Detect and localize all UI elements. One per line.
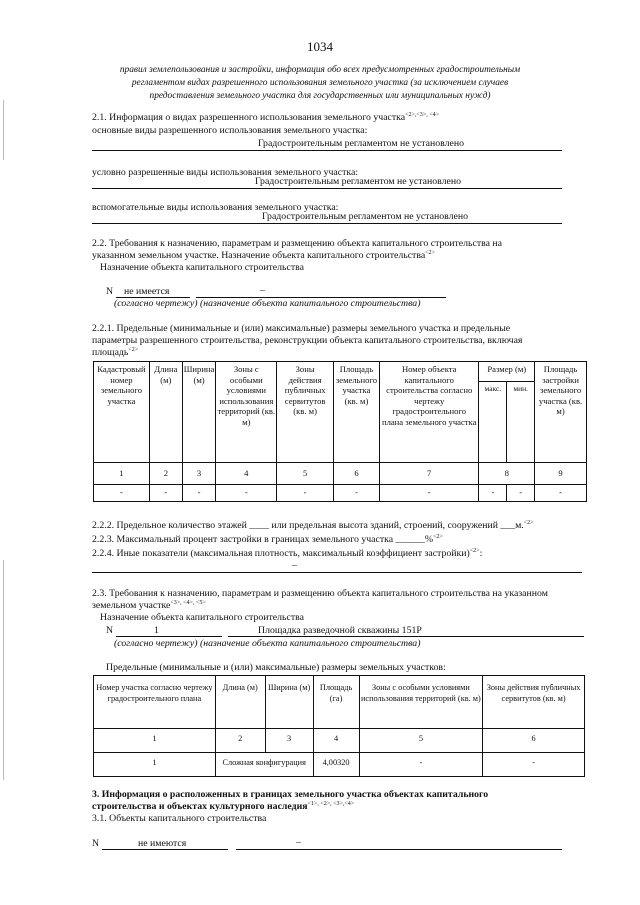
table-cell: - (333, 485, 379, 502)
table-cell: - (479, 485, 507, 502)
table-cell: - (182, 485, 216, 502)
table-cell: - (216, 485, 277, 502)
header-width: Ширина (м) (182, 362, 216, 463)
section-2-2-1-line-3: площадь$^{<2>}$ (92, 347, 139, 358)
header-object-number: Номер объекта капитального строительства согласно чертежу градостроительного плана земельного участка (379, 362, 479, 463)
subheader-max: макс. (479, 381, 507, 462)
n-line-2 (116, 636, 222, 637)
table-cell: 5 (359, 729, 483, 753)
section-2-2-1-line-1: 2.2.1. Предельные (минимальные и (или) максимальные) размеры земельного участка и предельные (92, 323, 511, 334)
main-uses-line (92, 150, 562, 151)
auxiliary-uses-value: Градостроительным регламентом не установлено (262, 211, 469, 222)
subheader-min: мин. (507, 381, 535, 462)
header-area-ha: Площадь (га) (313, 676, 359, 729)
header-special-zones: Зоны с особыми условиями использования территорий (кв. м) (216, 362, 277, 463)
section-2-3-line-1: 2.3. Требования к назначению, параметрам и размещению объекта капитального строительства на указанном (92, 588, 548, 599)
table-cell: 9 (535, 463, 587, 485)
purpose-line-3 (236, 849, 562, 850)
section-2-3-line-3: Назначение объекта капитального строительства (100, 612, 304, 623)
purpose-dash-3: – (296, 837, 301, 848)
parameters-table (93, 361, 587, 502)
table-cell: 1 (94, 463, 150, 485)
section-2-2-4-line (92, 572, 582, 573)
n-value: не имеется (124, 286, 170, 297)
n-caption-2: (согласно чертежу) (назначение объекта капитального строительства) (114, 638, 421, 649)
table-cell: 3 (182, 463, 216, 485)
section-3-line-2: строительства и объектах культурного наследия$^{<1>, <2>, <3>,<4>}$ (92, 801, 355, 812)
table-cell: - (379, 485, 479, 502)
n-caption: (согласно чертежу) (назначение объекта капитального строительства) (114, 298, 421, 309)
n-label: N (106, 286, 114, 297)
section-2-3-line-2: земельном участке$^{<3>, <4>, <5>}$ (92, 600, 206, 611)
main-uses-label: основные виды разрешенного использования земельного участка: (92, 125, 368, 136)
n-label-2: N (106, 625, 114, 636)
intro-line-3: предоставления земельного участка для государственных или муниципальных нужд) (149, 91, 491, 101)
header-built-area: Площадь застройки земельного участка (кв. м) (535, 362, 587, 463)
header-size: Размер (м) (479, 362, 535, 382)
table-cell: 2 (149, 463, 182, 485)
table-cell: 4 (216, 463, 277, 485)
table-number-row (94, 729, 585, 753)
conditional-uses-label: условно разрешенные виды использования земельного участка: (92, 167, 359, 178)
table-header-row (94, 362, 587, 382)
table-cell: - (483, 753, 585, 777)
header-cadastral: Кадастровый номер земельного участка (94, 362, 150, 463)
table-cell: - (507, 485, 535, 502)
section-2-2-4-dash: – (292, 560, 297, 571)
header-special-zones: Зоны с особыми условиями использования территорий (кв. м) (359, 676, 483, 729)
table-cell: 6 (483, 729, 585, 753)
purpose-dash: – (260, 285, 265, 296)
conditional-uses-value: Градостроительным регламентом не установлено (255, 176, 462, 187)
header-servitudes: Зоны действия публичных сервитутов (кв. м) (483, 676, 585, 729)
intro-line-2: регламентом видах разрешенного использования земельного участка (за исключением случаев (131, 78, 509, 88)
section-2-2-line-2: указанном земельном участке. Назначение объекта капитального строительства$^{<2>}$ (92, 250, 435, 261)
header-servitudes: Зоны действия публичных сервитутов (кв. м) (277, 362, 334, 463)
conditional-uses-line (92, 188, 562, 189)
scan-edge (3, 100, 4, 160)
page-number: 1034 (307, 39, 333, 54)
table-cell: 5 (277, 463, 334, 485)
table-cell: 3 (265, 729, 313, 753)
header-length: Длина (м) (215, 676, 265, 729)
table-header-row (94, 676, 585, 729)
table-cell: - (277, 485, 334, 502)
section-2-1-heading: 2.1. Информация о видах разрешенного использования земельного участка$^{<2>,<3>, <4>}$ (92, 112, 439, 123)
auxiliary-uses-line (92, 223, 562, 224)
table-cell: 6 (333, 463, 379, 485)
table-cell: Сложная конфигурация (215, 753, 313, 777)
plot-sizes-table (93, 675, 585, 777)
intro-line-1: правил землепользования и застройки, информация обо всех предусмотренных градостроительным (119, 65, 521, 75)
scan-edge (3, 560, 4, 780)
n-number-2: 1 (154, 625, 159, 636)
table-row (94, 753, 585, 777)
table-cell: - (535, 485, 587, 502)
table-cell: 1 (94, 729, 216, 753)
table-number-row (94, 463, 587, 485)
section-3-1: 3.1. Объекты капитального строительства (92, 813, 267, 824)
table-cell: - (149, 485, 182, 502)
table-cell: 4 (313, 729, 359, 753)
n-value-3: не имеются (138, 838, 187, 849)
section-2-2-2: 2.2.2. Предельное количество этажей ____ или предельная высота зданий, строений, сооружений ___м.$^{<2>}$ (92, 520, 534, 531)
section-2-2-line-3: Назначение объекта капитального строительства (100, 262, 304, 273)
header-plot-number: Номер участка согласно чертежу градостроительного плана (94, 676, 216, 729)
table-cell: - (94, 485, 150, 502)
main-uses-value: Градостроительным регламентом не установлено (258, 138, 465, 149)
header-length: Длина (м) (149, 362, 182, 463)
header-area: Площадь земельного участка (кв. м) (333, 362, 379, 463)
section-3-line-1: 3. Информация о расположенных в границах земельного участка объектах капитального (92, 789, 489, 800)
table-cell: - (359, 753, 483, 777)
table-cell: 7 (379, 463, 479, 485)
auxiliary-uses-label: вспомогательные виды использования земельного участка: (92, 202, 339, 213)
section-2-2-4: 2.2.4. Иные показатели (максимальная плотность, максимальный коэффициент застройки)$^{<2>}$: (92, 548, 483, 559)
plot-limits-caption: Предельные (минимальные и (или) максимальные) размеры земельных участков: (106, 662, 446, 673)
table-cell: 4,00320 (313, 753, 359, 777)
table-row (94, 485, 587, 502)
section-2-2-3: 2.2.3. Максимальный процент застройки в границах земельного участка ______%$^{<2>}$ (92, 534, 443, 545)
section-2-2-line-1: 2.2. Требования к назначению, параметрам и размещению объекта капитального строительства на (92, 238, 503, 249)
table-cell: 1 (94, 753, 216, 777)
purpose-value-2: Площадка разведочной скважины 151Р (258, 625, 422, 636)
n-label-3: N (92, 838, 100, 849)
header-width: Ширина (м) (265, 676, 313, 729)
section-2-2-1-line-2: параметры разрешенного строительства, реконструкции объекта капитального строительства, включая (92, 335, 523, 346)
table-cell: 2 (215, 729, 265, 753)
table-cell: 8 (479, 463, 535, 485)
